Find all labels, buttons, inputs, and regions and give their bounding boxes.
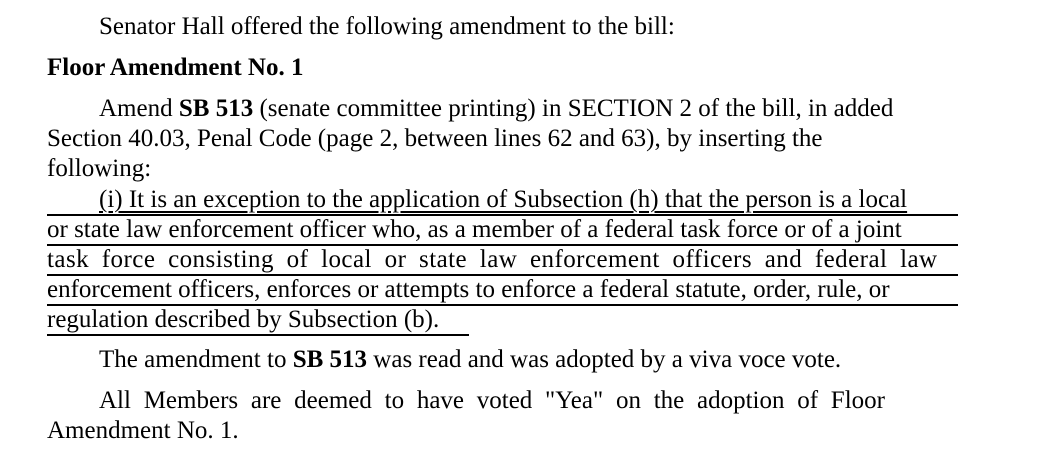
adoption-line (99, 345, 958, 375)
inserted-rule-5 (47, 334, 469, 336)
inserted-line-1 (99, 185, 958, 215)
amend-line-3: following: (47, 155, 152, 182)
amend-bill-number: SB 513 (178, 95, 254, 122)
amendment-title: Floor Amendment No. 1 (47, 54, 304, 81)
amend-line-1-pre: Amend (99, 95, 173, 122)
members-vote-line-2: Amendment No. 1. (47, 417, 239, 444)
amend-line-1-post: (senate committee printing) in SECTION 2 of the bill, in added (259, 95, 894, 122)
inserted-line-4: enforcement officers, enforces or attempts to enforce a federal statute, order, rule, or (47, 276, 890, 303)
adoption-bill-number: SB 513 (292, 346, 368, 373)
inserted-line-5-text: regulation described by Subsection (b). (47, 306, 440, 333)
inserted-line-1-text: (i) It is an exception to the application of Subsection (h) that the person is a local (99, 186, 908, 213)
amend-line-1 (99, 94, 958, 124)
members-vote-line-1: All Members are deemed to have voted "Yea" on the adoption of Floor (99, 387, 885, 414)
amend-line-2: Section 40.03, Penal Code (page 2, between lines 62 and 63), by inserting the (47, 125, 823, 152)
inserted-line-5 (47, 305, 958, 335)
inserted-line-3: task force consisting of local or state law enforcement officers and federal law (47, 246, 938, 273)
adoption-post: was read and was adopted by a viva voce vote. (373, 346, 842, 373)
inserted-line-2: or state law enforcement officer who, as a member of a federal task force or of a joint (47, 216, 902, 243)
adoption-pre: The amendment to (99, 346, 287, 373)
intro-text: Senator Hall offered the following amendment to the bill: (99, 13, 675, 40)
